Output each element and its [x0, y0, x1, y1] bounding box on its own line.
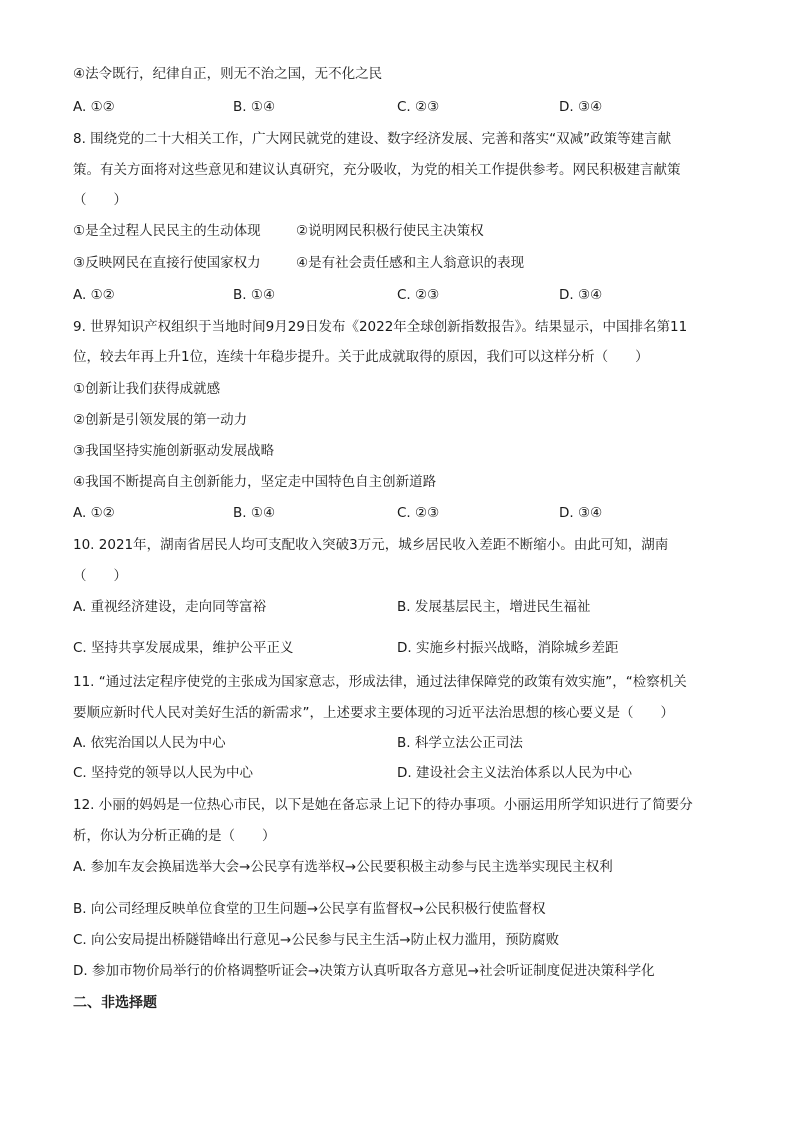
q11-option-b: B. 科学立法公正司法: [397, 735, 523, 751]
q9-item-2: ②创新是引领发展的第一动力: [73, 412, 248, 428]
q10-option-d: D. 实施乡村振兴战略，消除城乡差距: [397, 640, 619, 656]
q7-option-b: B. ①④: [233, 99, 276, 115]
q8-stem-line-2: 策。有关方面将对这些意见和建议认真研究，充分吸收，为党的相关工作提供参考。网民积极建言献策: [73, 162, 681, 178]
q9-stem-line-1: 9. 世界知识产权组织于当地时间9月29日发布《2022年全球创新指数报告》。结果显示，中国排名第11: [73, 319, 688, 335]
q9-option-d: D. ③④: [559, 505, 603, 521]
q11-stem-line-1: 11. “通过法定程序使党的主张成为国家意志，形成法律，通过法律保障党的政策有效实施”，“检察机关: [73, 674, 687, 690]
q10-option-b: B. 发展基层民主，增进民生福祉: [397, 599, 591, 615]
q12-option-c: C. 向公安局提出桥隧错峰出行意见→公民参与民主生活→防止权力滥用，预防腐败: [73, 932, 560, 948]
q9-item-1: ①创新让我们获得成就感: [73, 381, 221, 397]
q10-option-c: C. 坚持共享发展成果，维护公平正义: [73, 640, 294, 656]
q11-option-c: C. 坚持党的领导以人民为中心: [73, 765, 254, 781]
q12-option-b: B. 向公司经理反映单位食堂的卫生问题→公民享有监督权→公民积极行使监督权: [73, 901, 546, 917]
q9-item-4: ④我国不断提高自主创新能力，坚定走中国特色自主创新道路: [73, 474, 437, 490]
q12-stem-line-1: 12. 小丽的妈妈是一位热心市民，以下是她在备忘录上记下的待办事项。小丽运用所学知识进行了简要分: [73, 797, 693, 813]
q8-stem-line-3: （ ）: [73, 192, 127, 208]
q8-item-4: ④是有社会责任感和主人翁意识的表现: [296, 255, 525, 271]
q9-item-3: ③我国坚持实施创新驱动发展战略: [73, 443, 275, 459]
q8-option-d: D. ③④: [559, 287, 603, 303]
q8-option-b: B. ①④: [233, 287, 276, 303]
q9-option-c: C. ②③: [397, 505, 440, 521]
q7-option-a: A. ①②: [73, 99, 115, 115]
q8-stem-line-1: 8. 围绕党的二十大相关工作，广大网民就党的建设、数字经济发展、完善和落实“双减”政策等建言献: [73, 131, 672, 147]
q9-option-a: A. ①②: [73, 505, 115, 521]
q12-stem-line-2: 析，你认为分析正确的是（ ）: [73, 828, 276, 844]
q7-option-d: D. ③④: [559, 99, 603, 115]
q8-option-a: A. ①②: [73, 287, 115, 303]
q11-option-a: A. 依宪治国以人民为中心: [73, 735, 226, 751]
q8-item-2: ②说明网民积极行使民主决策权: [296, 223, 484, 239]
q9-stem-line-2: 位，较去年再上升1位，连续十年稳步提升。关于此成就取得的原因，我们可以这样分析（ ）: [73, 349, 649, 365]
q10-stem-line-1: 10. 2021年，湖南省居民人均可支配收入突破3万元，城乡居民收入差距不断缩小。由此可知，湖南: [73, 537, 669, 553]
q7-item-4: ④法令既行，纪律自正，则无不治之国，无不化之民: [73, 66, 383, 82]
section-2-title: 二、非选择题: [73, 995, 157, 1011]
q11-stem-line-2: 要顺应新时代人民对美好生活的新需求”，上述要求主要体现的习近平法治思想的核心要义是（ ）: [73, 705, 674, 721]
q12-option-a: A. 参加车友会换届选举大会→公民享有选举权→公民要积极主动参与民主选举实现民主权利: [73, 859, 613, 875]
q8-item-1: ①是全过程人民民主的生动体现: [73, 223, 261, 239]
q10-stem-line-2: （ ）: [73, 568, 127, 584]
q12-option-d: D. 参加市物价局举行的价格调整听证会→决策方认真听取各方意见→社会听证制度促进决策科学化: [73, 963, 655, 979]
q7-option-c: C. ②③: [397, 99, 440, 115]
q8-item-3: ③反映网民在直接行使国家权力: [73, 255, 261, 271]
q8-option-c: C. ②③: [397, 287, 440, 303]
q11-option-d: D. 建设社会主义法治体系以人民为中心: [397, 765, 632, 781]
q9-option-b: B. ①④: [233, 505, 276, 521]
q10-option-a: A. 重视经济建设，走向同等富裕: [73, 599, 267, 615]
